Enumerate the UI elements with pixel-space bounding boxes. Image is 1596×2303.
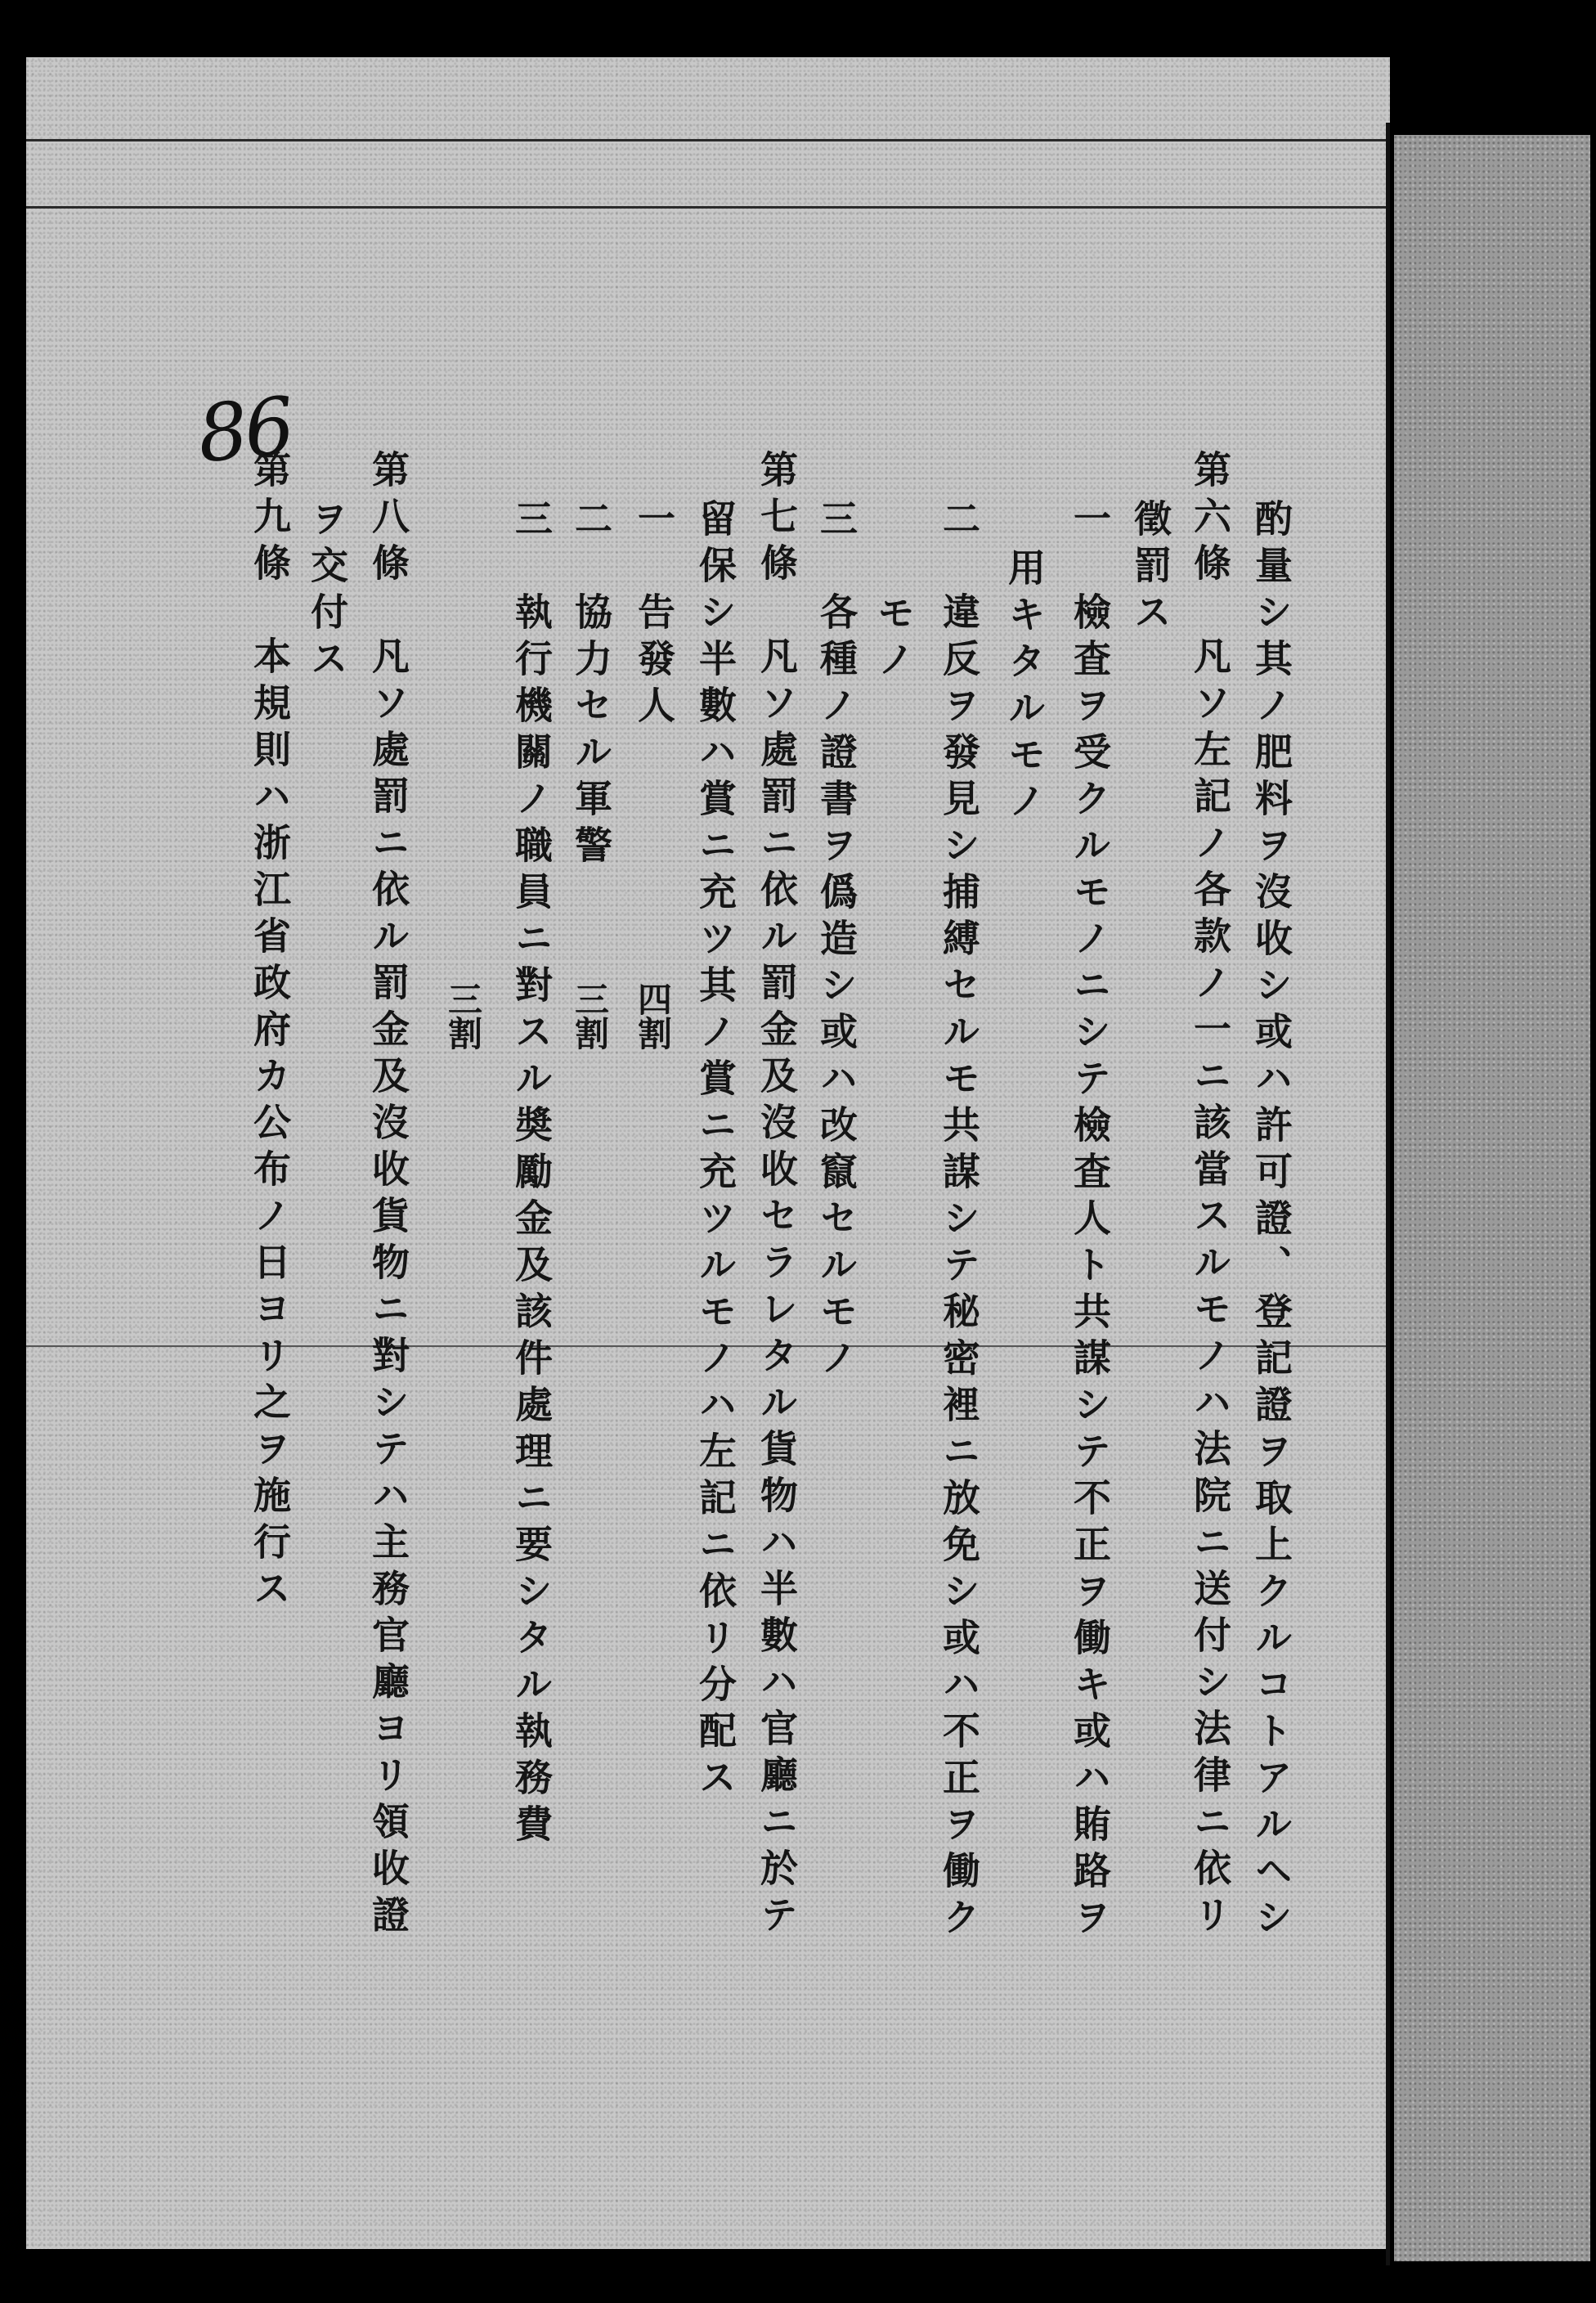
page-number: 86 bbox=[193, 379, 296, 481]
share-informant: 四割 bbox=[633, 981, 673, 1050]
text-column-2: 第六條 凡ソ左記ノ各款ノ一ニ該當スルモノハ法院ニ送付シ法律ニ依リ bbox=[1188, 450, 1232, 1942]
share-military-police: 三割 bbox=[570, 981, 610, 1050]
text-column-11: 一 告發人 bbox=[632, 499, 676, 732]
text-column-14: 第八條 凡ソ處罰ニ依ル罰金及沒收貨物ニ對シテハ主務官廳ヨリ領收證 bbox=[366, 450, 410, 1942]
adjacent-page-edge bbox=[1394, 135, 1590, 2261]
text-column-7: モノ bbox=[872, 593, 916, 686]
document-page bbox=[26, 57, 1390, 2249]
page-binding-line bbox=[1386, 123, 1390, 2265]
text-column-1: 酌量シ其ノ肥料ヲ沒收シ或ハ許可證、登記證ヲ取上クルコトアルヘシ bbox=[1249, 499, 1293, 1944]
text-column-6: 二 違反ヲ發見シ捕縛セルモ共謀シテ秘密裡ニ放免シ或ハ不正ヲ働ク bbox=[937, 499, 981, 1944]
text-column-4: 一 檢査ヲ受クルモノニシテ檢査人ト共謀シテ不正ヲ働キ或ハ賄路ヲ bbox=[1068, 499, 1112, 1944]
text-column-16: 第九條 本規則ハ浙江省政府カ公布ノ日ヨリ之ヲ施行ス bbox=[248, 450, 292, 1615]
share-executive-staff: 三割 bbox=[443, 981, 483, 1050]
text-column-10: 留保シ半數ハ賞ニ充ツ其ノ賞ニ充ツルモノハ左記ニ依リ分配ス bbox=[693, 499, 737, 1804]
text-column-5: 用キタルモノ bbox=[1002, 548, 1047, 828]
text-column-15: ヲ交付ス bbox=[305, 499, 349, 685]
text-column-9: 第七條 凡ソ處罰ニ依ル罰金及沒收セラレタル貨物ハ半數ハ官廳ニ於テ bbox=[755, 450, 799, 1942]
text-column-12: 二 協力セル軍警 bbox=[569, 499, 613, 872]
text-column-13: 三 執行機關ノ職員ニ對スル奬勵金及該件處理ニ要シタル執務費 bbox=[509, 499, 554, 1851]
top-rule-2 bbox=[26, 206, 1390, 209]
text-column-3: 徵罰ス bbox=[1128, 499, 1172, 639]
top-rule-1 bbox=[26, 139, 1390, 141]
text-column-8: 三 各種ノ證書ヲ僞造シ或ハ改竄セルモノ bbox=[814, 499, 859, 1385]
